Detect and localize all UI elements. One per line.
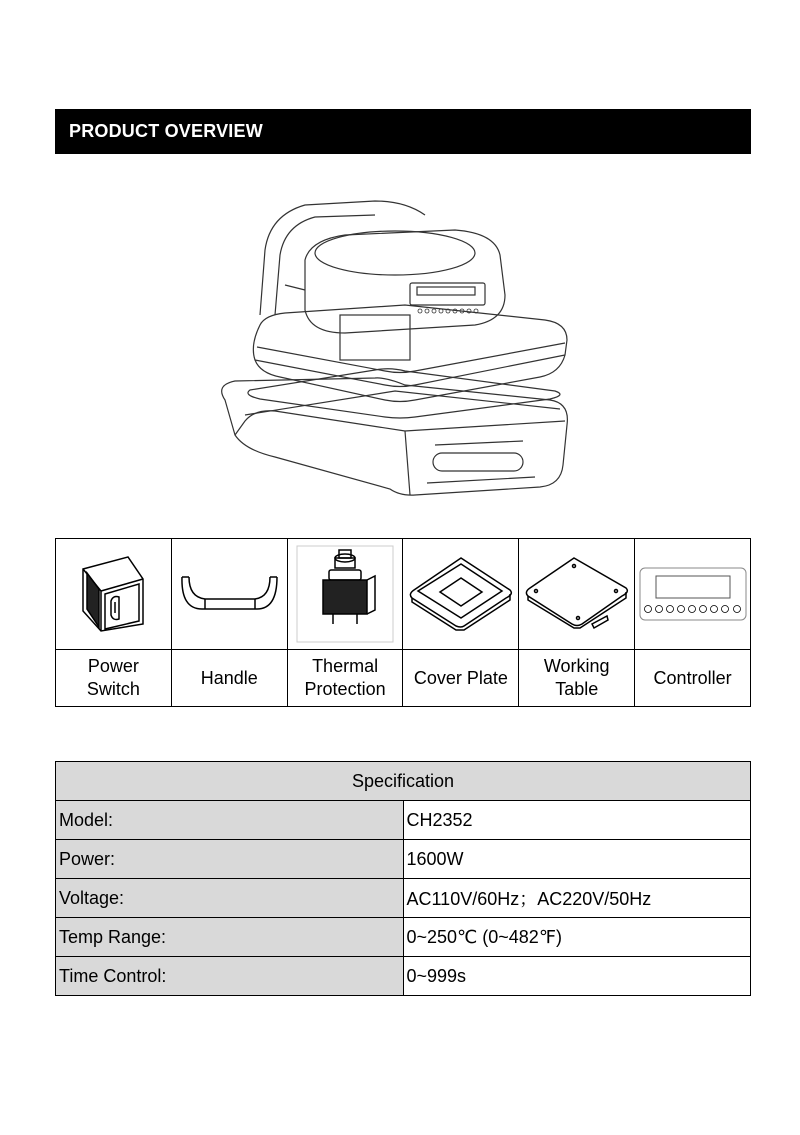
specification-title: Specification [56, 762, 751, 801]
part-image-cell [287, 539, 403, 650]
part-label-handle: Handle [171, 650, 287, 707]
controller-icon [638, 564, 748, 624]
part-label-cover-plate: Cover Plate [403, 650, 519, 707]
parts-table [55, 538, 751, 707]
spec-key: Temp Range: [56, 918, 404, 957]
part-image-cell [635, 539, 751, 650]
specification-table [55, 761, 751, 996]
spec-key: Voltage: [56, 879, 404, 918]
spec-value: AC110V/60Hz；AC220V/50Hz [403, 879, 751, 918]
thermal-protection-icon [295, 544, 395, 644]
spec-key: Time Control: [56, 957, 404, 996]
table-row [56, 879, 751, 918]
table-row [56, 840, 751, 879]
table-row [56, 918, 751, 957]
part-image-cell [403, 539, 519, 650]
spec-value: 1600W [403, 840, 751, 879]
table-row [56, 957, 751, 996]
part-image-cell [171, 539, 287, 650]
part-image-cell [56, 539, 172, 650]
spec-key: Power: [56, 840, 404, 879]
section-title: PRODUCT OVERVIEW [69, 121, 263, 141]
power-switch-icon [73, 549, 153, 639]
spec-value: 0~999s [403, 957, 751, 996]
part-label-controller: Controller [635, 650, 751, 707]
handle-icon [177, 569, 282, 619]
section-header [55, 109, 751, 154]
table-row [56, 801, 751, 840]
working-table-icon [522, 554, 632, 634]
heat-press-machine-illustration [205, 195, 585, 515]
spec-value: 0~250℃ (0~482℉) [403, 918, 751, 957]
part-label-power-switch: Power Switch [56, 650, 172, 707]
part-label-thermal-protection: Thermal Protection [287, 650, 403, 707]
part-label-working-table: Working Table [519, 650, 635, 707]
spec-key: Model: [56, 801, 404, 840]
spec-value: CH2352 [403, 801, 751, 840]
part-image-cell [519, 539, 635, 650]
cover-plate-icon [406, 554, 516, 634]
